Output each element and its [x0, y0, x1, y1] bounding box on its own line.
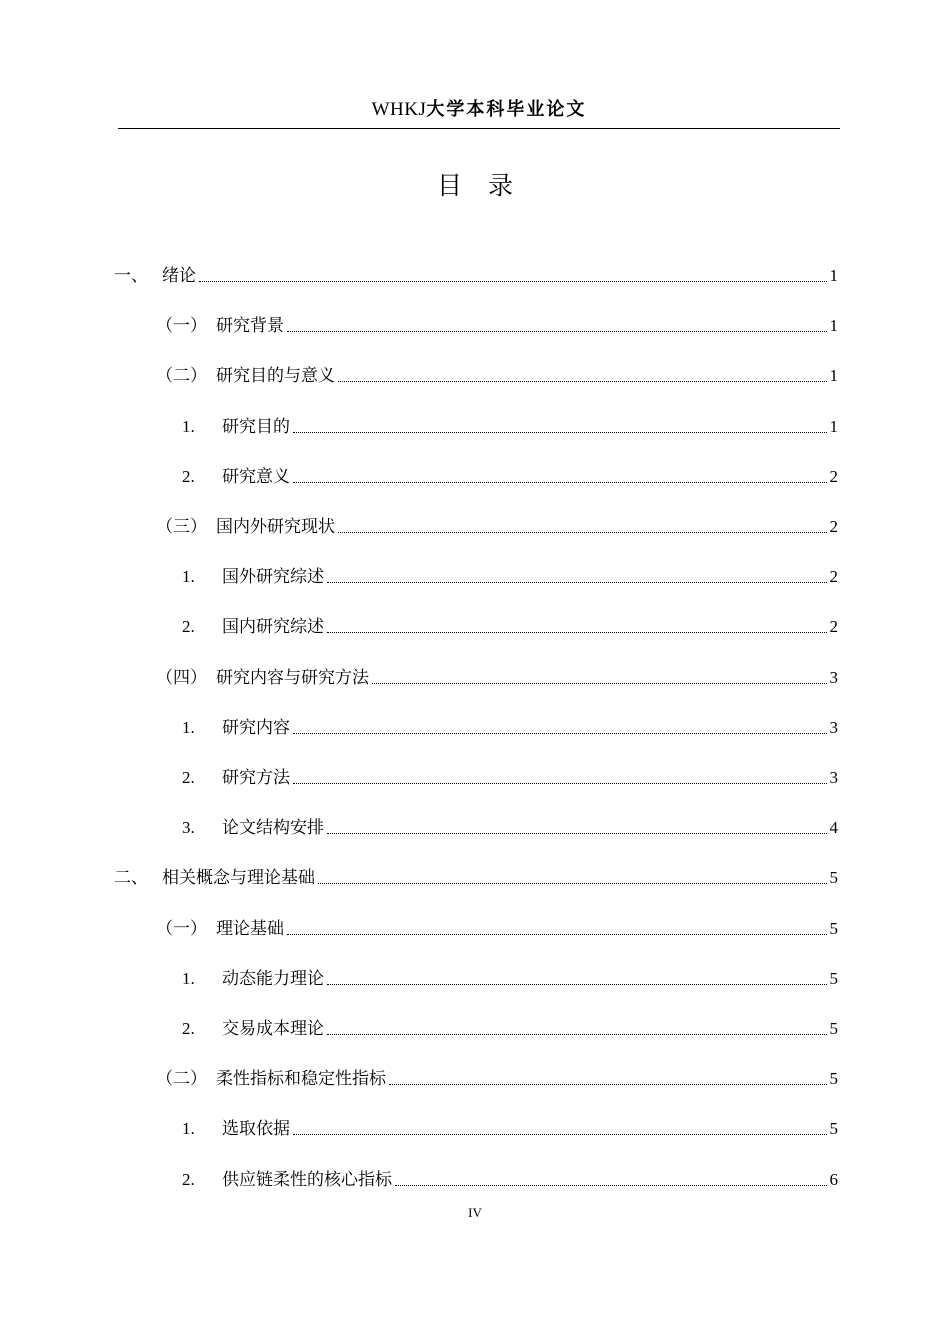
toc-entry-number: （二） — [156, 1069, 207, 1090]
toc-entry[interactable] — [182, 764, 838, 790]
toc-entry-number: 2. — [182, 466, 195, 486]
header-institution-code: WHKJ — [371, 99, 427, 120]
toc-entry-label: 绪论 — [162, 266, 196, 286]
page-header — [118, 96, 840, 129]
toc-entry[interactable] — [156, 312, 838, 338]
toc-entry-page: 2 — [829, 517, 838, 536]
dot-leader — [389, 1084, 827, 1085]
toc-entry-number: 二、 — [114, 868, 148, 889]
toc-entry-page: 3 — [829, 717, 838, 737]
toc-entry-number: （三） — [156, 517, 207, 537]
dot-leader — [338, 381, 827, 382]
toc-entry-page: 1 — [829, 416, 838, 436]
dot-leader — [327, 632, 827, 633]
dot-leader — [327, 984, 827, 985]
toc-entry[interactable] — [182, 613, 838, 639]
toc-entry-number: 2. — [182, 768, 195, 787]
toc-entry[interactable] — [182, 463, 838, 489]
toc-entry-label: 选取依据 — [222, 1119, 290, 1140]
dot-leader — [293, 733, 827, 734]
toc-entry-number: 1. — [182, 717, 195, 737]
toc-entry-label: 研究内容与研究方法 — [216, 667, 369, 688]
header-title — [372, 96, 587, 123]
toc-entry[interactable] — [156, 915, 838, 941]
dot-leader — [293, 1134, 827, 1135]
toc-entry[interactable] — [182, 563, 838, 589]
toc-entry-label: 研究意义 — [222, 466, 290, 487]
toc-entry[interactable] — [182, 1166, 838, 1192]
toc-entry[interactable] — [182, 814, 838, 840]
toc-entry-number: （二） — [156, 366, 207, 387]
toc-entry-number: （一） — [156, 316, 207, 337]
toc-entry-page: 1 — [829, 266, 838, 285]
toc-entry[interactable] — [182, 413, 838, 439]
toc-entry-page: 2 — [829, 466, 838, 486]
dot-leader — [327, 833, 827, 834]
toc-entry-label: 国外研究综述 — [222, 567, 324, 588]
toc-entry-page: 3 — [829, 768, 838, 787]
dot-leader — [293, 432, 827, 433]
toc-entry-page: 5 — [829, 868, 838, 888]
toc-entry[interactable] — [114, 864, 838, 890]
page-number: IV — [468, 1205, 482, 1220]
dot-leader — [293, 783, 827, 784]
toc-entry[interactable] — [182, 965, 838, 991]
dot-leader — [293, 482, 827, 483]
dot-leader — [318, 883, 827, 884]
toc-entry-label: 研究目的与意义 — [216, 366, 335, 387]
toc-entry-page: 3 — [829, 667, 838, 687]
toc-entry-label: 研究内容 — [222, 717, 290, 738]
toc-entry-number: 2. — [182, 1019, 195, 1038]
toc-entry[interactable] — [156, 1065, 838, 1091]
toc-entry-number: 3. — [182, 818, 195, 838]
dot-leader — [395, 1185, 827, 1186]
dot-leader — [338, 532, 827, 533]
toc-entry-label: 供应链柔性的核心指标 — [222, 1169, 392, 1190]
toc-entry-number: 2. — [182, 617, 195, 637]
toc-entry-label: 论文结构安排 — [222, 818, 324, 839]
toc-entry[interactable] — [156, 664, 838, 690]
toc-entry[interactable] — [114, 262, 838, 288]
toc-entry-number: 1. — [182, 416, 195, 436]
dot-leader — [287, 934, 827, 935]
toc-entry-number: 1. — [182, 968, 195, 988]
toc-title: 目录 — [436, 171, 539, 200]
toc-entry[interactable] — [182, 714, 838, 740]
toc-entry-label: 国内外研究现状 — [216, 517, 335, 537]
toc-entry-label: 理论基础 — [216, 918, 284, 939]
toc-entry-label: 研究背景 — [216, 316, 284, 337]
toc-entry-label: 研究方法 — [222, 768, 290, 788]
toc-entry[interactable] — [156, 362, 838, 388]
toc-entry-page: 5 — [829, 1019, 838, 1038]
dot-leader — [327, 1034, 827, 1035]
toc-entry[interactable] — [182, 1115, 838, 1141]
toc-entry-label: 研究目的 — [222, 416, 290, 437]
toc-entry-label: 柔性指标和稳定性指标 — [216, 1069, 386, 1090]
toc-entry-label: 动态能力理论 — [222, 968, 324, 989]
toc-entry-page: 5 — [829, 918, 838, 938]
toc-entry-page: 5 — [829, 968, 838, 988]
toc-entry-number: 1. — [182, 1119, 195, 1139]
toc-entry[interactable] — [182, 1015, 838, 1041]
toc-entry-page: 6 — [829, 1169, 838, 1189]
toc-entry-page: 4 — [829, 818, 838, 838]
toc-entry-page: 1 — [829, 366, 838, 386]
toc-entry-page: 2 — [829, 567, 838, 587]
toc-entry-label: 相关概念与理论基础 — [162, 868, 315, 889]
toc-entry-number: （一） — [156, 918, 207, 939]
dot-leader — [287, 331, 827, 332]
toc-entry-label: 国内研究综述 — [222, 617, 324, 638]
toc-entry-page: 5 — [829, 1119, 838, 1139]
toc-entry-page: 1 — [829, 316, 838, 336]
toc-entry-number: （四） — [156, 667, 207, 688]
toc-entry-number: 一、 — [114, 266, 148, 286]
toc-entry-page: 2 — [829, 617, 838, 637]
dot-leader — [372, 683, 827, 684]
toc-entry-number: 1. — [182, 567, 195, 587]
toc-entry-label: 交易成本理论 — [222, 1019, 324, 1039]
toc-entry-number: 2. — [182, 1169, 195, 1189]
header-thesis-type: 大学本科毕业论文 — [426, 99, 587, 120]
toc-entry-page: 5 — [829, 1069, 838, 1089]
dot-leader — [199, 281, 827, 282]
dot-leader — [327, 582, 827, 583]
toc-entry[interactable] — [156, 513, 838, 539]
